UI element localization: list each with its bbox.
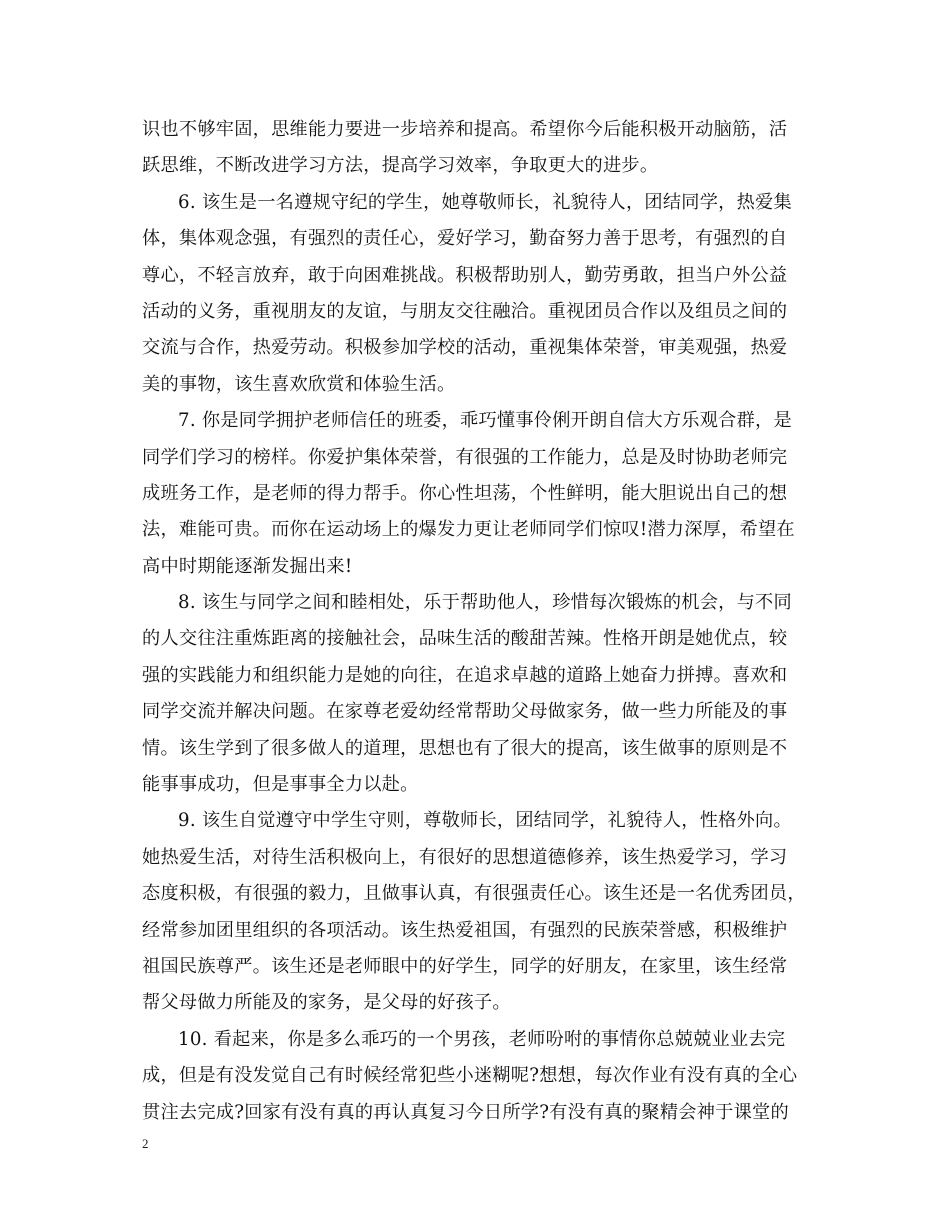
text-line: 美的事物，该生喜欢欣赏和体验生活。 bbox=[142, 373, 456, 395]
text-line: 体，集体观念强，有强烈的责任心，爱好学习，勤奋努力善于思考，有强烈的自 bbox=[142, 228, 788, 250]
text-line: 活动的义务，重视朋友的友谊，与朋友交往融洽。重视团员合作以及组员之间的 bbox=[142, 300, 788, 322]
text-line: 贯注去完成?回家有没有真的再认真复习今日所学?有没有真的聚精会神于课堂的 bbox=[142, 1101, 789, 1123]
text-line: 尊心，不轻言放弃，敢于向困难挑战。积极帮助别人，勤劳勇敢，担当户外公益 bbox=[142, 264, 788, 286]
page-number: 2 bbox=[142, 1136, 149, 1151]
paragraph-start-line: 10. 看起来，你是多么乖巧的一个男孩，老师吩咐的事情你总兢兢业业去完 bbox=[178, 1028, 786, 1050]
text-line: 交流与合作，热爱劳动。积极参加学校的活动，重视集体荣誉，审美观强，热爱 bbox=[142, 337, 788, 359]
text-line: 的人交往注重炼距离的接触社会，品味生活的酸甜苦辣。性格开朗是她优点，较 bbox=[142, 628, 788, 650]
paragraph-start-line: 9. 该生自觉遵守中学生守则，尊敬师长，团结同学，礼貌待人，性格外向。 bbox=[178, 810, 792, 832]
text-line: 强的实践能力和组织能力是她的向往，在追求卓越的道路上她奋力拼搏。喜欢和 bbox=[142, 664, 788, 686]
text-line: 她热爱生活，对待生活积极向上，有很好的思想道德修养，该生热爱学习，学习 bbox=[142, 846, 788, 868]
paragraph-start-line: 8. 该生与同学之间和睦相处，乐于帮助他人，珍惜每次锻炼的机会，与不同 bbox=[178, 592, 792, 614]
text-line: 情。该生学到了很多做人的道理，思想也有了很大的提高，该生做事的原则是不 bbox=[142, 737, 788, 759]
text-line: 高中时期能逐渐发掘出来! bbox=[142, 555, 353, 577]
paragraph-start-line: 7. 你是同学拥护老师信任的班委，乖巧懂事伶俐开朗自信大方乐观合群，是 bbox=[178, 410, 792, 432]
text-line: 经常参加团里组织的各项活动。该生热爱祖国，有强烈的民族荣誉感，积极维护 bbox=[142, 919, 788, 941]
text-line: 识也不够牢固，思维能力要进一步培养和提高。希望你今后能积极开动脑筋，活 bbox=[142, 119, 788, 140]
text-line: 同学交流并解决问题。在家尊老爱幼经常帮助父母做家务，做一些力所能及的事 bbox=[142, 701, 788, 723]
paragraph-start-line: 6. 该生是一名遵规守纪的学生，她尊敬师长，礼貌待人，团结同学，热爱集 bbox=[178, 191, 792, 213]
text-line: 跃思维，不断改进学习方法，提高学习效率，争取更大的进步。 bbox=[142, 155, 659, 177]
text-line: 同学们学习的榜样。你爱护集体荣誉，有很强的工作能力，总是及时协助老师完 bbox=[142, 446, 788, 468]
text-line: 成，但是有没发觉自己有时候经常犯些小迷糊呢?想想，每次作业有没有真的全心 bbox=[142, 1065, 798, 1087]
text-line: 成班务工作，是老师的得力帮手。你心性坦荡，个性鲜明，能大胆说出自己的想 bbox=[142, 482, 788, 504]
text-line: 法，难能可贵。而你在运动场上的爆发力更让老师同学们惊叹!潜力深厚，希望在 bbox=[142, 519, 795, 541]
text-line: 能事事成功，但是事事全力以赴。 bbox=[142, 774, 419, 796]
body-text bbox=[142, 112, 814, 1131]
text-line: 祖国民族尊严。该生还是老师眼中的好学生，同学的好朋友，在家里，该生经常 bbox=[142, 955, 788, 977]
text-line: 态度积极，有很强的毅力，且做事认真，有很强责任心。该生还是一名优秀团员， bbox=[142, 883, 806, 905]
text-line: 帮父母做力所能及的家务，是父母的好孩子。 bbox=[142, 992, 511, 1014]
